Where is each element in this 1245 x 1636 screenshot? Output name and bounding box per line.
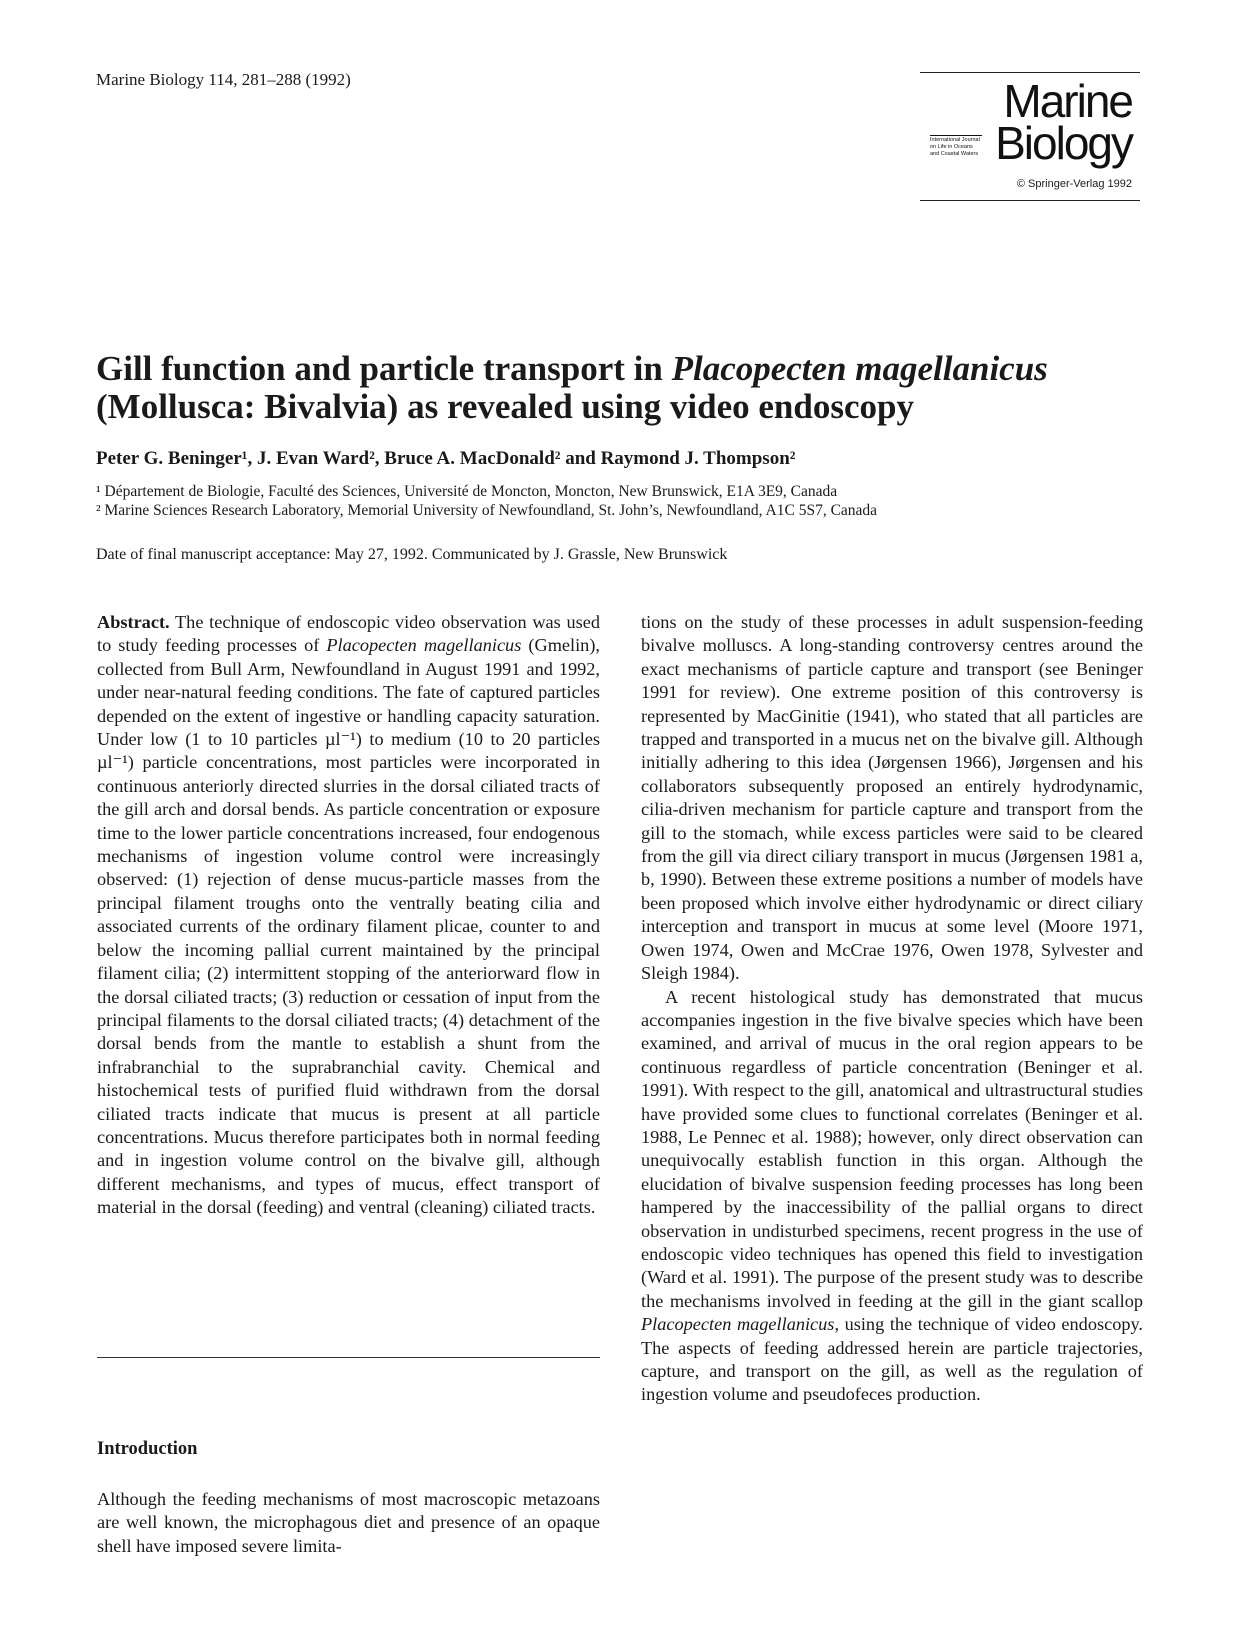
- logo-biology-text: Biology: [995, 117, 1132, 169]
- abstract-paragraph: Abstract. The technique of endoscopic video observation was used to study feeding processes of Placopecten magellanicus (Gmelin), collected from Bull Arm, Newfoundland in August 1991 and 1992, under near-natural feeding conditions. The fate of captured particles depended on the extent of ingestive or handling capacity saturation. Under low (1 to 10 particles µl⁻¹) to medium (10 to 20 particles µl⁻¹) particle concentrations, most particles were incorporated in continuous anteriorly directed slurries in the dorsal ciliated tracts of the gill arch and dorsal bends. As particle concentration or exposure time to the lower particle concentrations increased, four endogenous mechanisms of ingestion volume control were increasingly observed: (1) rejection of dense mucus-particle masses from the principal filament troughs onto the ventrally beating cilia and associated currents of the ordinary filament plicae, counter to and below the incoming pallial current maintained by the principal filament cilia; (2) intermittent stopping of the anteriorward flow in the dorsal ciliated tracts; (3) reduction or cessation of input from the principal filaments to the dorsal ciliated tracts; (4) detachment of the dorsal bends from the mantle to establish a shunt from the infrabranchial to the suprabranchial cavity. Chemical and histochemical tests of purified fluid withdrawn from the dorsal ciliated tracts indicate that mucus is present at all particle concentrations. Mucus therefore participates both in normal feeding and in ingestion volume control on the bivalve gill, although different mechanisms, and types of mucus, effect transport of material in the dorsal (feeding) and ventral (cleaning) ciliated tracts.: [97, 612, 600, 1218]
- abstract-label: Abstract.: [97, 612, 170, 632]
- abstract-divider: [97, 1357, 600, 1358]
- left-column: [97, 611, 600, 1220]
- title-species: Placopecten magellanicus: [671, 349, 1048, 388]
- article-title: Gill function and particle transport in Placopecten magellanicus (Mollusca: Bivalvia) as revealed using video endoscopy: [96, 349, 1048, 426]
- journal-citation: Marine Biology 114, 281–288 (1992): [96, 70, 351, 89]
- introduction-heading: Introduction: [97, 1439, 198, 1459]
- affiliation-2: ² Marine Sciences Research Laboratory, Memorial University of Newfoundland, St. John’s, Newfoundland, A1C 5S7, Canada: [96, 502, 878, 519]
- introduction-paragraph-start: Although the feeding mechanisms of most macroscopic metazoans are well known, the microphagous diet and presence of an opaque shell have imposed severe limita-: [97, 1489, 600, 1556]
- right-column: [641, 611, 1143, 1407]
- logo-copyright: © Springer-Verlag 1992: [1016, 178, 1132, 190]
- logo-top-rule: [920, 72, 1140, 73]
- author-list: Peter G. Beninger¹, J. Evan Ward², Bruce A. MacDonald² and Raymond J. Thompson²: [96, 448, 796, 469]
- logo-bottom-rule: [920, 200, 1140, 201]
- introduction-paragraph-2: A recent histological study has demonstrated that mucus accompanies ingestion in the five bivalve species which have been examined, and arrival of mucus in the oral region appears to be continuous regardless of particle concentration (Beninger et al. 1991). With respect to the gill, anatomical and ultrastructural studies have provided some clues to functional correlates (Beninger et al. 1988, Le Pennec et al. 1988); however, only direct observation can unequivocally establish function in this organ. Although the elucidation of bivalve suspension feeding processes has long been hampered by the inaccessibility of the pallial organs to direct observation in undisturbed specimens, recent progress in the use of endoscopic video techniques has opened this field to investigation (Ward et al. 1991). The purpose of the present study was to describe the mechanisms involved in feeding at the gill in the giant scallop Placopecten magellanicus, using the technique of video endoscopy. The aspects of feeding addressed herein are particle trajectories, capture, and transport on the gill, as well as the regulation of ingestion volume and pseudofeces production.: [641, 986, 1144, 1405]
- logo-tagline: International Journal on Life in Oceans and Coastal Waters: [930, 134, 982, 158]
- logo-marine-text: Marine: [1003, 75, 1132, 127]
- introduction-paragraph-continued: tions on the study of these processes in adult suspension-feeding bivalve molluscs. A long-standing controversy centres around the exact mechanisms of particle capture and transport (see Beninger 1991 for review). One extreme position of this controversy is represented by MacGinitie (1941), who stated that all particles are trapped and transported in a mucus net on the bivalve gill. Although initially adhering to this idea (Jørgensen 1966), Jørgensen and his collaborators subsequently proposed an entirely hydrodynamic, cilia-driven mechanism for particle capture and transport from the gill to the stomach, while excess particles were said to be cleared from the gill via direct ciliary transport in mucus (Jørgensen 1981 a, b, 1990). Between these extreme positions a number of models have been proposed which involve either hydrodynamic or direct ciliary interception and transport in mucus at some level (Moore 1971, Owen 1974, Owen and McCrae 1976, Owen 1978, Sylvester and Sleigh 1984).: [641, 612, 1143, 984]
- affiliation-1: ¹ Département de Biologie, Faculté des Sciences, Université de Moncton, Moncton, New Brunswick, E1A 3E9, Canada: [96, 483, 838, 500]
- journal-logo: [920, 70, 1140, 204]
- acceptance-date: Date of final manuscript acceptance: May 27, 1992. Communicated by J. Grassle, New Brunswick: [96, 546, 728, 563]
- affiliations: [96, 482, 877, 520]
